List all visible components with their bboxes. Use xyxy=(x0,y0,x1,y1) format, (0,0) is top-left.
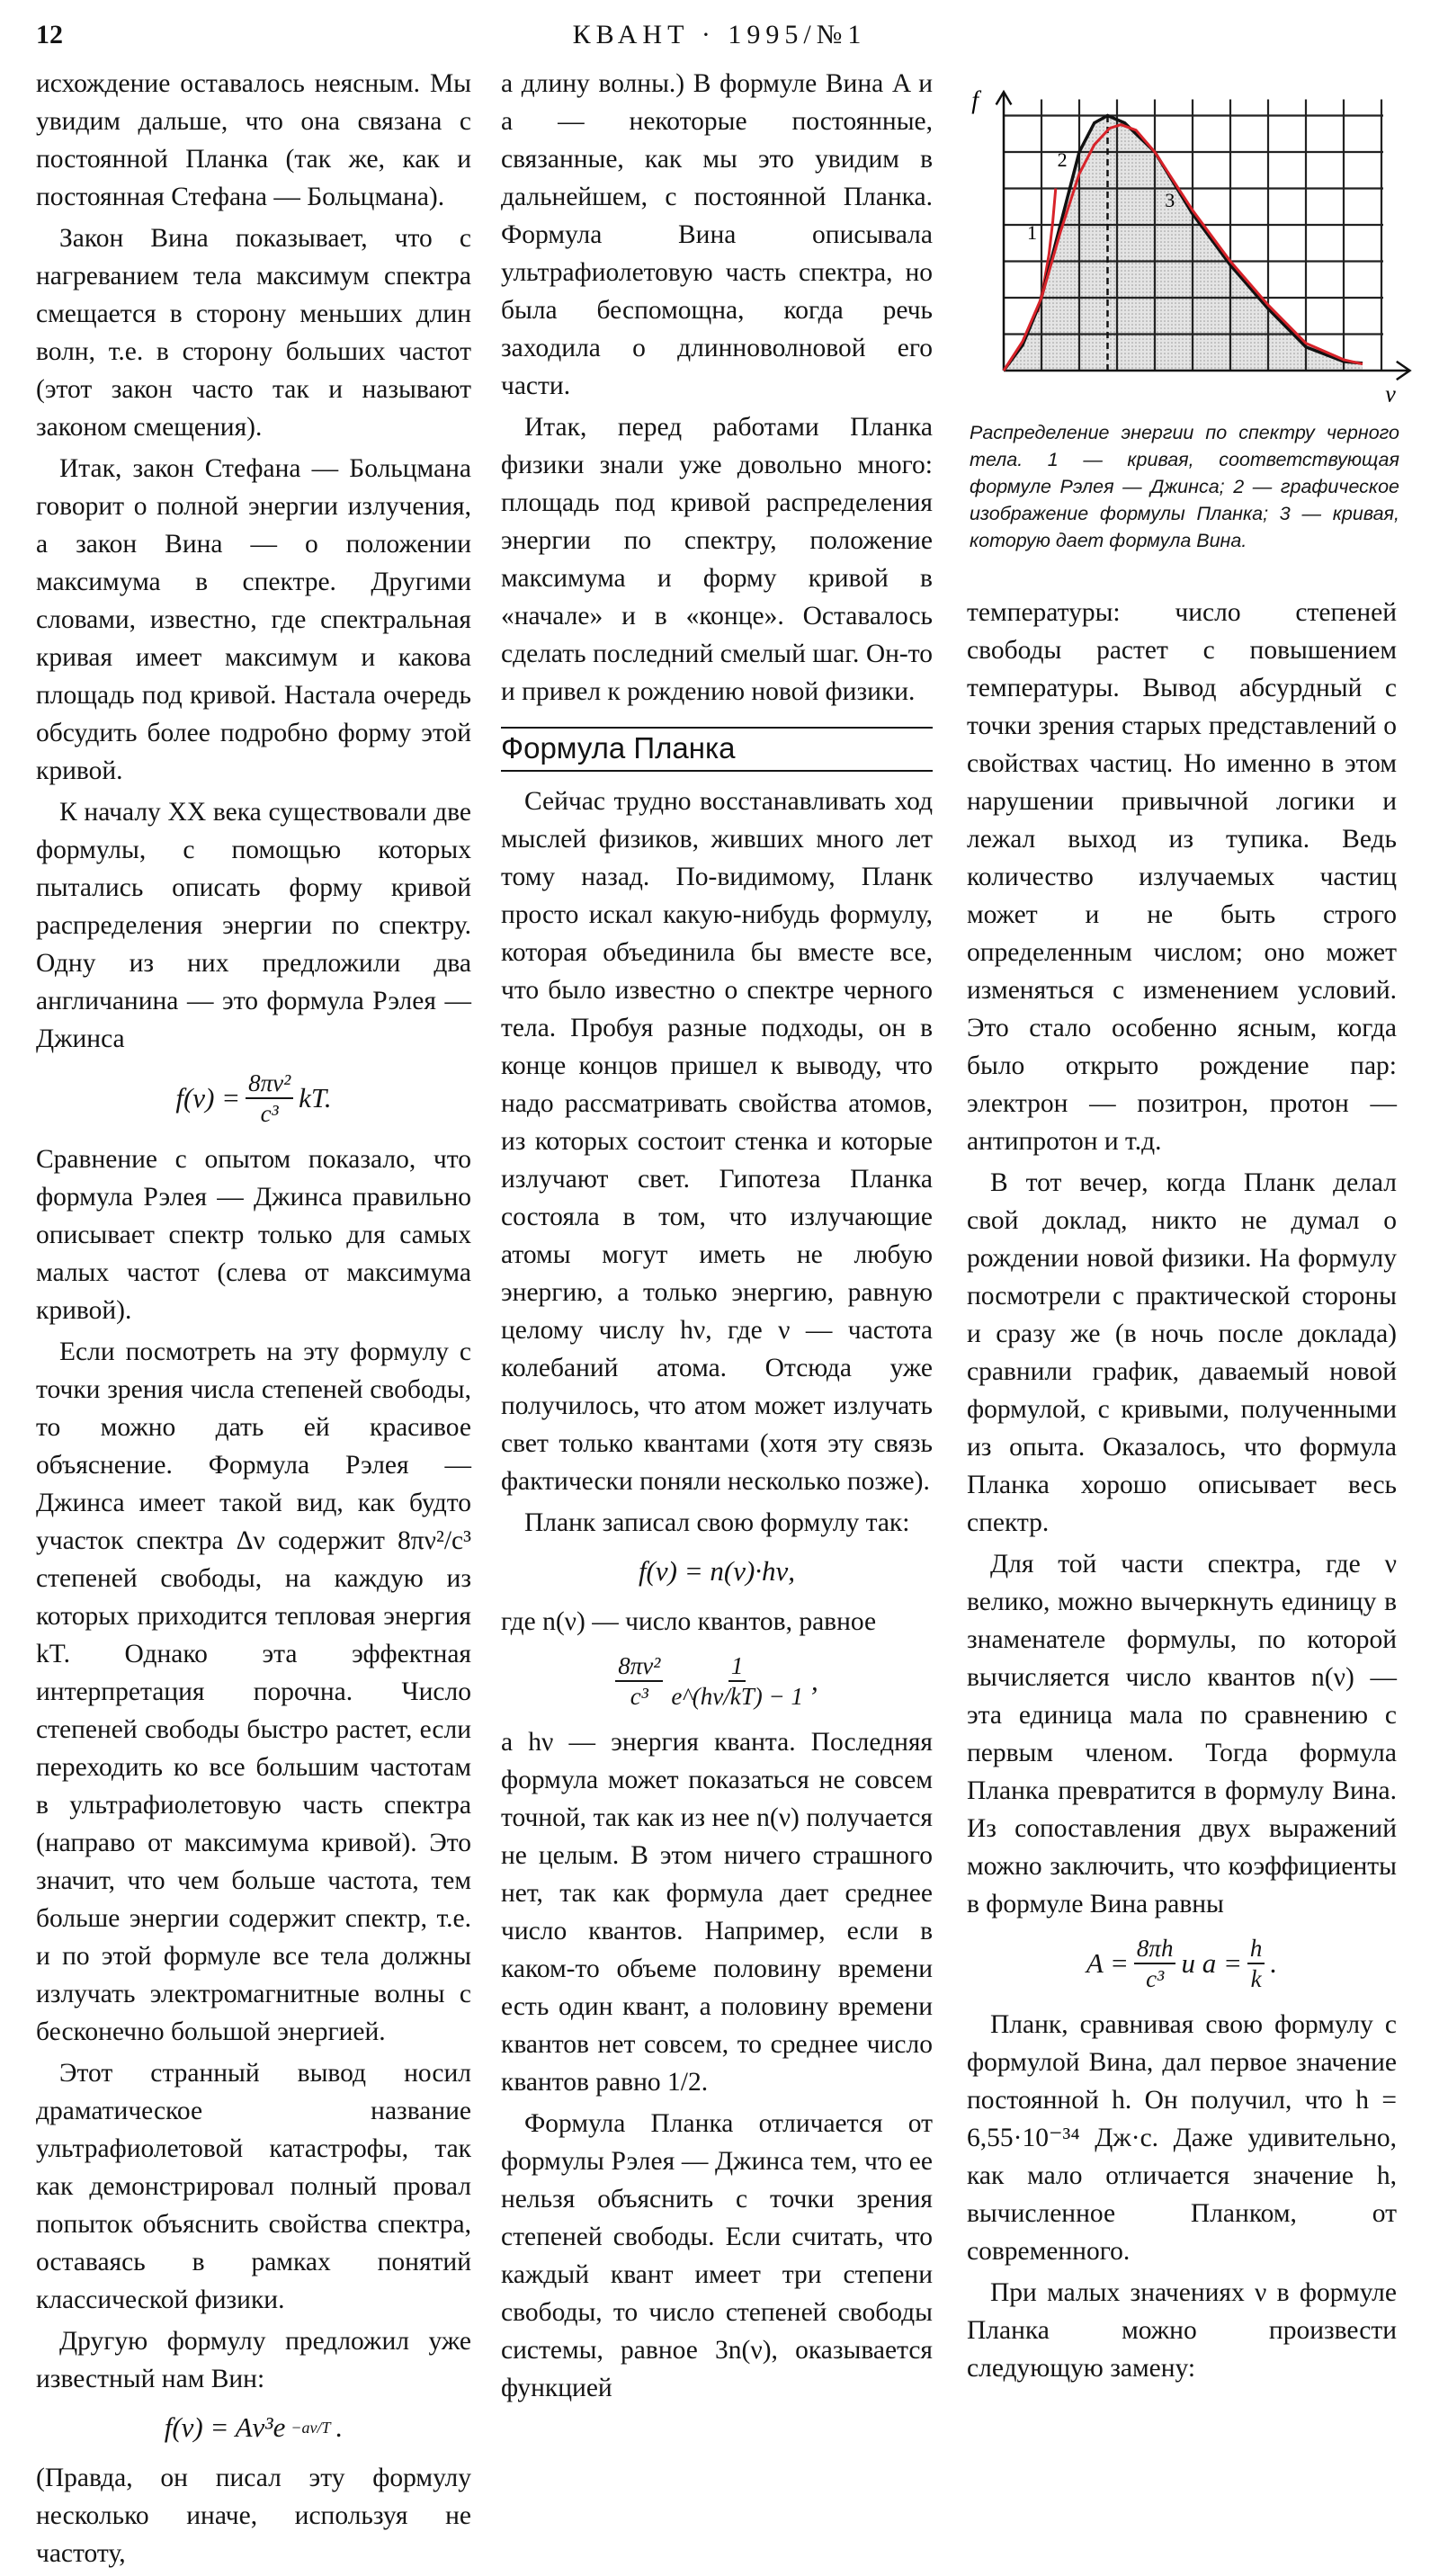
formula-lhs: A = xyxy=(1086,1947,1129,1979)
paragraph: а длину волны.) В формуле Вина A и a — некоторые постоянные, связанные, как мы это увидим в дальнейшем, с постоянной Планка. Формула Вина описывала ультрафиолетовую часть спектра, но была беспомощна, когда речь заходила о длинноволновой его части. xyxy=(501,69,933,400)
formula-tail: . xyxy=(1270,1947,1278,1979)
paragraph: В тот вечер, когда Планк делал свой доклад, никто не думал о рождении новой физики. На формулу посмотрели с практической стороны и сразу же (в ночь после доклада) сравнили график, даваемый новой формулой, с кривыми, полученными из опыта. Оказалось, что формула Планка хорошо описывает весь спектр. xyxy=(967,1168,1397,1537)
paragraph: (Правда, он писал эту формулу несколько иначе, используя не частоту, xyxy=(36,2464,471,2568)
paragraph: где n(ν) — число квантов, равное xyxy=(501,1607,877,1636)
fraction xyxy=(668,1651,806,1711)
numerator: 8πν² xyxy=(246,1069,293,1099)
paragraph: Если посмотреть на эту формулу с точки зрения числа степеней свободы, то можно дать ей красивое объяснение. Формула Рэлея — Джинса имеет такой вид, как будто участок спектра Δν содержит 8πν²/c³ степеней свободы, на каждую из которых приходится тепловая энергия kT. Однако эта эффектная интерпретация порочна. Число степеней свободы быстро растет, если переходить ко все большим частотам в ультрафиолетовую часть спектра (направо от максимума кривой). Это значит, что чем больше частота, тем больше энергии содержит спектр, т.е. и по этой формуле все тела должны излучать электромагнитные волны с бесконечно большой энергией. xyxy=(36,1337,471,2046)
section-heading: Формула Планка xyxy=(501,727,933,772)
column-2 xyxy=(501,65,933,2411)
page-number: 12 xyxy=(36,20,63,49)
numerator: 8πν² xyxy=(615,1651,663,1682)
paragraph: Этот странный вывод носил драматическое название ультрафиолетовой катастрофы, так как демонстрировал полный провал попыток объяснить свойства спектра, оставаясь в рамках понятий классической физики. xyxy=(36,2059,471,2314)
column-3 xyxy=(967,594,1397,2391)
wien-coefficients-formula xyxy=(967,1934,1397,1993)
denominator: c³ xyxy=(260,1100,279,1127)
figure-caption: Распределение энергии по спектру черного тела. 1 — кривая, соответствующая формуле Рэлея — Джинса; 2 — графическое изображение формулы Планка; 3 — кривая, которую дает формула Вина. xyxy=(970,422,1399,551)
y-axis-label: f xyxy=(971,86,979,115)
numerator: 8πh xyxy=(1134,1934,1176,1964)
denominator: c³ xyxy=(1146,1965,1165,1992)
wien-formula xyxy=(36,2409,471,2446)
fraction xyxy=(1247,1934,1265,1993)
numerator: 1 xyxy=(728,1651,746,1682)
paragraph: Итак, закон Стефана — Больцмана говорит о полной энергии излучения, а закон Вина — о положении максимума в спектре. Другими словами, известно, где спектральная кривая имеет максимум и какова площадь под кривой. Настала очередь обсудить более подробно форму этой кривой. xyxy=(36,454,471,785)
paragraph: Планк, сравнивая свою формулу с формулой Вина, дал первое значение постоянной h. Он получил, что h = 6,55·10⁻³⁴ Дж·с. Даже удивительно, как мало отличается значение h, вычисленное Планком, от современного. xyxy=(967,2010,1397,2266)
paragraph: а hν — энергия кванта. Последняя формула может показаться не совсем точной, так как из нее n(ν) получается не целым. В этом ничего страшного нет, так как формула дает среднее число квантов. Например, если в каком-то объеме половину времени есть один квант, а половину времени квантов нет совсем, то среднее число квантов равно 1/2. xyxy=(501,1728,933,2097)
series-label-1: 1 xyxy=(1027,221,1037,245)
fraction xyxy=(246,1069,293,1128)
paragraph: Закон Вина показывает, что с нагреванием тела максимум спектра смещается в сторону меньших длин волн, т.е. в сторону больших частот (этот закон часто так и называют законом смещения). xyxy=(36,224,471,442)
paragraph: Формула Планка отличается от формулы Рэлея — Джинса тем, что ее нельзя объяснить с точки зрения степеней свободы. Если считать, что каждый квант имеет три степени свободы, то число степеней свободы системы, равное 3n(ν), оказывается функцией xyxy=(501,2109,933,2402)
quanta-number-formula xyxy=(501,1651,933,1711)
series-label-3: 3 xyxy=(1165,188,1175,211)
column-1 xyxy=(36,65,471,2576)
x-axis-label: ν xyxy=(1385,380,1396,407)
formula-tail: , xyxy=(810,1665,818,1696)
formula-tail: kT. xyxy=(299,1082,332,1114)
series-label-2: 2 xyxy=(1057,148,1068,172)
paragraph: температуры: число степеней свободы растет с повышением температуры. Вывод абсурдный с точки зрения старых представлений о свойствах частиц. Но именно в этом нарушении привычной логики и лежал выход из тупика. Ведь количество излучаемых частиц может и не быть строго определенным числом; оно может изменяться с изменением условий. Это стало особенно ясным, когда было открыто рождение пар: электрон — позитрон, протон — антипротон и т.д. xyxy=(967,598,1397,1156)
paragraph: исхождение оставалось неясным. Мы увидим дальше, что она связана с постоянной Планка (так же, как и постоянная Стефана — Больцмана). xyxy=(36,69,471,211)
paragraph: Сравнение с опытом показало, что формула Рэлея — Джинса правильно описывает спектр только для самых малых частот (слева от максимума кривой). xyxy=(36,1145,471,1325)
paragraph: Другую формулу предложил уже известный нам Вин: xyxy=(36,2327,471,2393)
journal-header: КВАНТ · 1995/№1 xyxy=(572,20,867,49)
denominator: c³ xyxy=(630,1683,648,1710)
formula-lhs: f(ν) = xyxy=(175,1082,241,1114)
paragraph: К началу XX века существовали две формулы, с помощью которых пытались описать форму кривой распределения энергии по спектру. Одну из них предложили два англичанина — это формула Рэлея — Джинса xyxy=(36,798,471,1053)
paragraph: Планк записал свою формулу так: xyxy=(524,1508,910,1537)
denominator: k xyxy=(1250,1965,1262,1992)
numerator: h xyxy=(1247,1934,1265,1964)
paragraph: Сейчас трудно восстанавливать ход мыслей физиков, живших много лет тому назад. По-видимому, Планк просто искал какую-нибудь формулу, которая объединила бы вместе все, что было известно о спектре черного тела. Пробуя разные подходы, он в конце концов пришел к выводу, что надо рассматривать свойства атомов, из которых состоит стенка и которые излучают свет. Гипотеза Планка состояла в том, что излучающие атомы могут иметь не любую энергию, а только энергию, равную целому числу hν, где ν — частота колебаний атома. Отсюда уже получилось, что атом может излучать свет только квантами (хотя эту связь фактически поняли несколько позже). xyxy=(501,787,933,1496)
fraction xyxy=(615,1651,663,1711)
formula-mid: и a = xyxy=(1181,1947,1242,1979)
exponent: −aν/T xyxy=(290,2419,331,2437)
spectrum-chart xyxy=(962,79,1394,412)
fraction xyxy=(1134,1934,1176,1993)
paragraph: Для той части спектра, где ν велико, можно вычеркнуть единицу в знаменателе формулы, по которой вычисляется число квантов n(ν) — эта единица мала по сравнению с первым членом. Тогда формула Планка превратится в формулу Вина. Из сопоставления двух выражений можно заключить, что коэффициенты в формуле Вина равны xyxy=(967,1550,1397,1919)
formula-tail: . xyxy=(335,2411,344,2443)
formula-lhs: f(ν) = Aν³e xyxy=(164,2411,286,2443)
paragraph: При малых значениях ν в формуле Планка можно произвести следующую замену: xyxy=(967,2278,1397,2383)
rayleigh-jeans-formula xyxy=(36,1069,471,1128)
denominator: e^(hν/kT) − 1 xyxy=(671,1683,803,1710)
paragraph: Итак, перед работами Планка физики знали уже довольно много: площадь под кривой распределения энергии по спектру, положение максимума и форму кривой в «начале» и в «конце». Оставалось сделать последний смелый шаг. Он-то и привел к рождению новой физики. xyxy=(501,413,933,706)
planck-formula: f(ν) = n(ν)·hν, xyxy=(638,1555,796,1587)
